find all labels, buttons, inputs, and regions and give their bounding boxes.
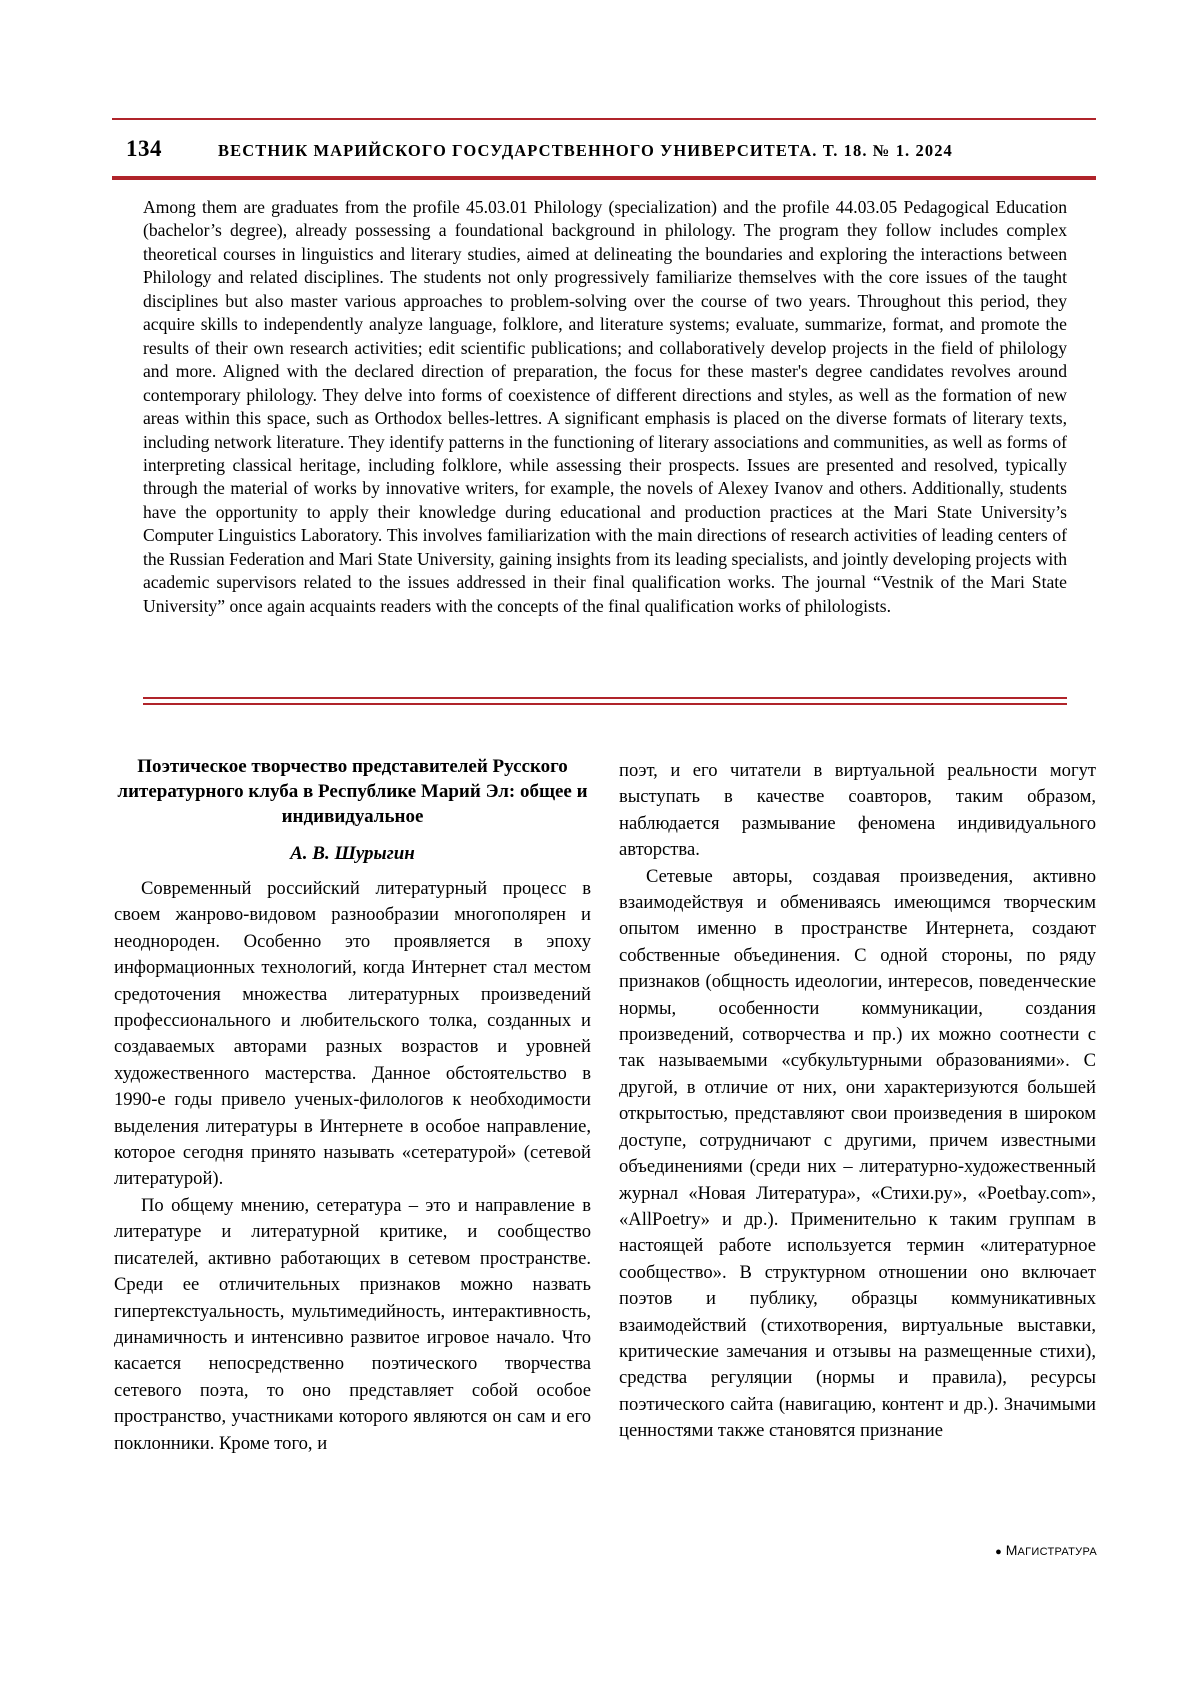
left-column <box>114 754 591 1457</box>
page-number: 134 <box>126 136 162 161</box>
header-bottom-rule <box>112 176 1096 180</box>
article-title: Поэтическое творчество представителей Русского литературного клуба в Республике Марий Эл: общее и индивидуальное <box>117 756 588 827</box>
paragraph: По общему мнению, сетература – это и направление в литературе и литературной критике, и сообщество писателей, активно работающих в сетевом пространстве. Среди ее отличительных признаков можно назвать гипертекстуальность, мультимедийность, интерактивность, динамичность и интенсивно развитое игровое начало. Что касается непосредственно поэтического творчества сетевого поэта, то оно представляет собой особое пространство, участниками которого являются он сам и его поклонники. Кроме того, и <box>114 1194 591 1454</box>
abstract-text: Among them are graduates from the profile 45.03.01 Philology (specialization) and the profile 44.03.05 Pedagogical Education (bachelor’s degree), already possessing a foundational background in philology. The program they follow includes complex theoretical courses in linguistics and literary studies, aimed at delineating the boundaries and exploring the interactions between Philology and related disciplines. The students not only progressively familiarize themselves with the core issues of the taught disciplines but also master various approaches to problem-solving over the course of two years. Throughout this period, they acquire skills to independently analyze language, folklore, and literature systems; evaluate, summarize, format, and promote the results of their own research activities; edit scientific publications; and collaboratively develop projects in the field of philology and more. Aligned with the declared direction of preparation, the focus for these master's degree candidates revolves around contemporary philology. They delve into forms of coexistence of different directions and styles, as well as the formation of new areas within this space, such as Orthodox belles-lettres. A significant emphasis is placed on the diverse formats of literary texts, including network literature. They identify patterns in the functioning of literary associations and communities, as well as forms of interpreting classical heritage, including folklore, while assessing their prospects. Issues are presented and resolved, typically through the material of works by innovative writers, for example, the novels of Alexey Ivanov and others. Additionally, students have the opportunity to apply their knowledge during educational and production practices at the Mari State University’s Computer Linguistics Laboratory. This involves familiarization with the main directions of research activities of leading centers of the Russian Federation and Mari State University, gaining insights from its leading specialists, and jointly developing projects with academic supervisors related to the issues addressed in their final qualification works. The journal “Vestnik of the Mari State University” once again acquaints readers with the concepts of the final qualification works of philologists. <box>143 197 1067 616</box>
paragraph: поэт, и его читатели в виртуальной реальности могут выступать в качестве соавторов, таким образом, наблюдается размывание феномена индивидуального авторства. <box>619 760 1096 861</box>
abstract-separator-rule-second <box>143 703 1067 705</box>
bullet-icon: ● <box>995 1546 1002 1558</box>
journal-title: ВЕСТНИК МАРИЙСКОГО ГОСУДАРСТВЕННОГО УНИВЕРСИТЕТА. Т. 18. № 1. 2024 <box>218 141 953 160</box>
paragraph: Сетевые авторы, создавая произведения, активно взаимодействуя и обмениваясь имеющимся творческим опытом именно в пространстве Интернета, создают собственные объединения. С одной стороны, по ряду признаков (общность идеологии, интересов, поведенческие нормы, особенности коммуникации, создания произведений, сотворчества и пр.) их можно соотнести с так называемыми «субкультурными образованиями». С другой, в отличие от них, они характеризуются большей открытостью, представляют свои произведения в широком доступе, сотрудничают с другими, причем известными объединениями (среди них – литературно-художественный журнал «Новая Литература», «Стихи.ру», «Poetbay.com», «AllPoetry» и др.). Применительно к таким группам в настоящей работе используется термин «литературное сообщество». В структурном отношении оно включает поэтов и публику, образцы коммуникативных взаимодействий (стихотворения, виртуальные выставки, критические замечания и отзывы на размещенные стихи), средства регуляции (нормы и правила), ресурсы поэтического сайта (навигацию, контент и др.). Значимыми ценностями также становятся признание <box>619 865 1096 1442</box>
section-marker <box>995 1542 1097 1558</box>
section-label-rest: АГИСТРАТУРА <box>1017 1546 1097 1558</box>
abstract-separator-rule <box>143 697 1067 699</box>
right-column <box>619 758 1096 1445</box>
paragraph: Современный российский литературный процесс в своем жанрово-видовом разнообразии многополярен и неоднороден. Особенно это проявляется в эпоху информационных технологий, когда Интернет стал местом средоточения множества литературных произведений профессионального и любительского толка, созданных и создаваемых авторами разных возрастов и уровней художественного мастерства. Данное обстоятельство в 1990-е годы привело ученых-филологов к необходимости выделения литературы в Интернете в особое направление, которое сегодня принято называть «сетературой» (сетевой литературой). <box>114 878 591 1190</box>
header-top-rule <box>112 118 1096 120</box>
section-label-initial: М <box>1005 1542 1018 1558</box>
article-author: А. В. Шурыгин <box>290 843 415 864</box>
